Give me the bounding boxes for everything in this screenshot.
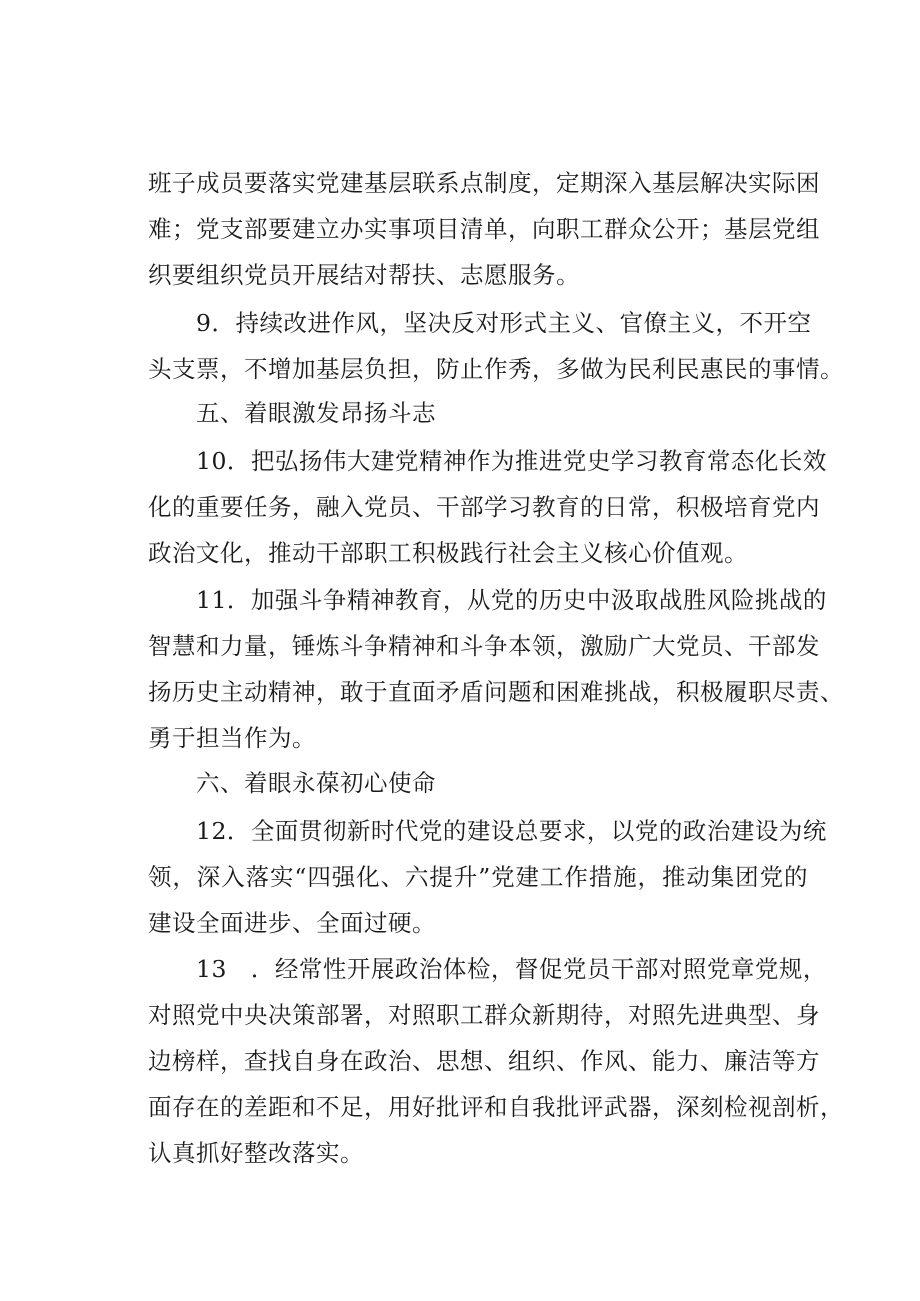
section-heading: 六、着眼永葆初心使命 [196, 769, 436, 797]
paragraph-line: 难；党支部要建立办实事项目清单，向职工群众公开；基层党组 [148, 215, 820, 243]
paragraph-line: 智慧和力量，锤炼斗争精神和斗争本领，激励广大党员、干部发 [148, 632, 820, 660]
paragraph-line: 10．把弘扬伟大建党精神作为推进党史学习教育常态化长效 [196, 447, 827, 475]
paragraph-line: 12．全面贯彻新时代党的建设总要求，以党的政治建设为统 [196, 817, 827, 845]
paragraph-line: 13 ．经常性开展政治体检，督促党员干部对照党章党规， [196, 955, 827, 983]
paragraph-line: 面存在的差距和不足，用好批评和自我批评武器，深刻检视剖析， [148, 1093, 844, 1121]
paragraph-line: 9．持续改进作风，坚决反对形式主义、官僚主义，不开空 [196, 309, 812, 337]
paragraph-line: 对照党中央决策部署，对照职工群众新期待，对照先进典型、身 [148, 1001, 820, 1029]
paragraph-line: 领，深入落实“四强化、六提升”党建工作措施，推动集团党的 [148, 863, 808, 891]
paragraph-line: 边榜样，查找自身在政治、思想、组织、作风、能力、廉洁等方 [148, 1047, 820, 1075]
section-heading: 五、着眼激发昂扬斗志 [196, 399, 436, 427]
paragraph-line: 头支票，不增加基层负担，防止作秀，多做为民利民惠民的事情。 [148, 355, 844, 383]
paragraph-line: 班子成员要落实党建基层联系点制度，定期深入基层解决实际困 [148, 169, 820, 197]
paragraph-line: 织要组织党员开展结对帮扶、志愿服务。 [148, 261, 580, 289]
paragraph-line: 政治文化，推动干部职工积极践行社会主义核心价值观。 [148, 539, 748, 567]
paragraph-line: 扬历史主动精神，敢于直面矛盾问题和困难挑战，积极履职尽责、 [148, 678, 844, 706]
paragraph-line: 建设全面进步、全面过硬。 [148, 909, 436, 937]
paragraph-line: 认真抓好整改落实。 [148, 1139, 364, 1167]
paragraph-line: 化的重要任务，融入党员、干部学习教育的日常，积极培育党内 [148, 493, 820, 521]
paragraph-line: 11．加强斗争精神教育，从党的历史中汲取战胜风险挑战的 [196, 586, 827, 614]
paragraph-line: 勇于担当作为。 [148, 724, 316, 752]
